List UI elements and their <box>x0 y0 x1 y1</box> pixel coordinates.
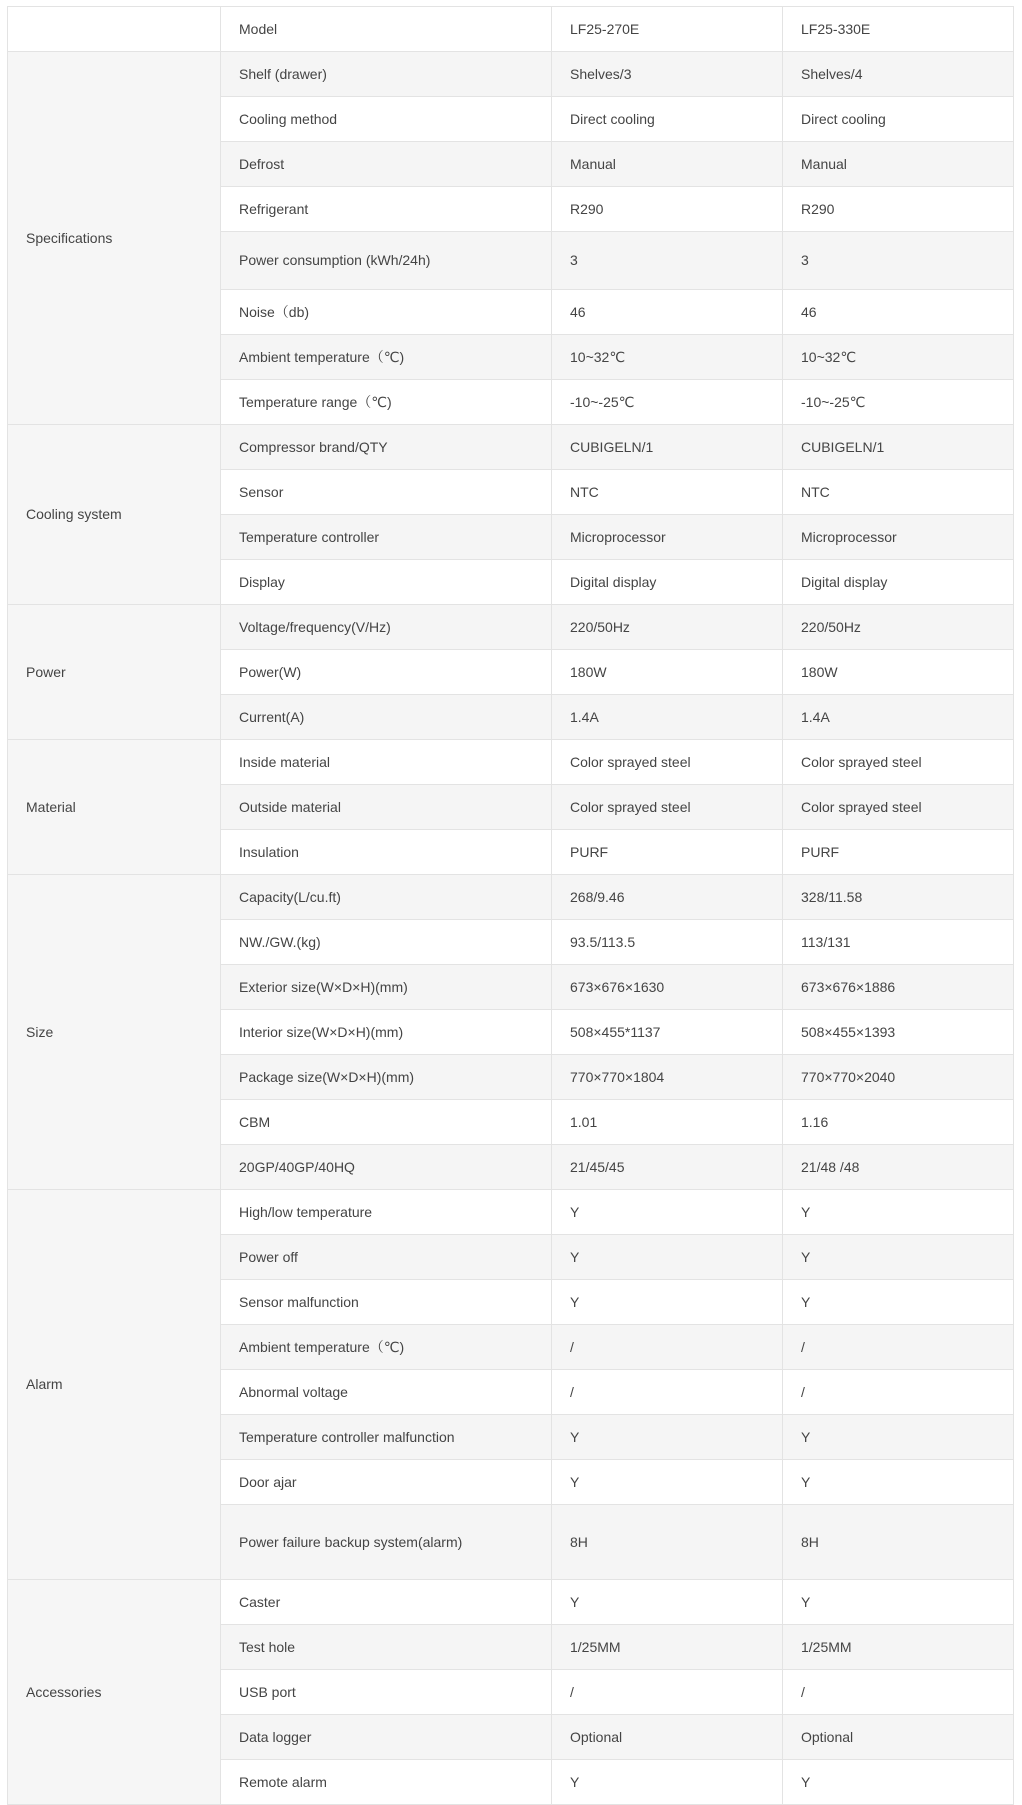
spec-value-cell-model-2: Manual <box>783 142 1014 187</box>
spec-value-cell-model-2: NTC <box>783 470 1014 515</box>
spec-value-cell-model-2: 328/11.58 <box>783 875 1014 920</box>
table-row <box>8 740 1014 785</box>
spec-value-cell-model-1: NTC <box>552 470 783 515</box>
spec-label-cell: Temperature controller <box>221 515 552 560</box>
spec-value-cell-model-1: / <box>552 1670 783 1715</box>
spec-value-cell-model-2: CUBIGELN/1 <box>783 425 1014 470</box>
group-label: Accessories <box>8 1580 221 1805</box>
spec-label-cell: Power(W) <box>221 650 552 695</box>
spec-value-cell-model-2: -10~-25℃ <box>783 380 1014 425</box>
spec-label-cell: Ambient temperature（℃) <box>221 1325 552 1370</box>
spec-label-cell: Voltage/frequency(V/Hz) <box>221 605 552 650</box>
table-row <box>8 425 1014 470</box>
spec-label-cell: Remote alarm <box>221 1760 552 1805</box>
spec-label-cell: Door ajar <box>221 1460 552 1505</box>
header-model-1: LF25-270E <box>552 7 783 52</box>
spec-label-cell: Cooling method <box>221 97 552 142</box>
spec-label-cell: Exterior size(W×D×H)(mm) <box>221 965 552 1010</box>
spec-value-cell-model-2: / <box>783 1670 1014 1715</box>
spec-value-cell-model-1: / <box>552 1370 783 1415</box>
spec-label-cell: Insulation <box>221 830 552 875</box>
spec-value-cell-model-2: 21/48 /48 <box>783 1145 1014 1190</box>
spec-value-cell-model-1: 180W <box>552 650 783 695</box>
spec-value-cell-model-1: Color sprayed steel <box>552 740 783 785</box>
spec-label-cell: Defrost <box>221 142 552 187</box>
spec-value-cell-model-2: Microprocessor <box>783 515 1014 560</box>
spec-value-cell-model-2: 220/50Hz <box>783 605 1014 650</box>
spec-value-cell-model-1: Optional <box>552 1715 783 1760</box>
spec-label-cell: Data logger <box>221 1715 552 1760</box>
spec-value-cell-model-1: Manual <box>552 142 783 187</box>
header-model-label: Model <box>221 7 552 52</box>
spec-label-cell: Inside material <box>221 740 552 785</box>
spec-label-cell: Current(A) <box>221 695 552 740</box>
spec-value-cell-model-2: Color sprayed steel <box>783 785 1014 830</box>
spec-value-cell-model-1: 1.4A <box>552 695 783 740</box>
group-label: Material <box>8 740 221 875</box>
spec-value-cell-model-2: Y <box>783 1460 1014 1505</box>
spec-label-cell: Caster <box>221 1580 552 1625</box>
table-row <box>8 1580 1014 1625</box>
spec-value-cell-model-1: CUBIGELN/1 <box>552 425 783 470</box>
spec-label-cell: Sensor malfunction <box>221 1280 552 1325</box>
spec-value-cell-model-1: 10~32℃ <box>552 335 783 380</box>
spec-value-cell-model-1: 268/9.46 <box>552 875 783 920</box>
table-row <box>8 605 1014 650</box>
table-row <box>8 875 1014 920</box>
spec-label-cell: Test hole <box>221 1625 552 1670</box>
spec-label-cell: Refrigerant <box>221 187 552 232</box>
spec-value-cell-model-1: Digital display <box>552 560 783 605</box>
spec-value-cell-model-2: Y <box>783 1235 1014 1280</box>
group-label: Size <box>8 875 221 1190</box>
spec-value-cell-model-1: 8H <box>552 1505 783 1580</box>
spec-value-cell-model-2: 1.16 <box>783 1100 1014 1145</box>
spec-value-cell-model-1: PURF <box>552 830 783 875</box>
spec-value-cell-model-2: / <box>783 1325 1014 1370</box>
table-row <box>8 52 1014 97</box>
spec-value-cell-model-1: Direct cooling <box>552 97 783 142</box>
spec-value-cell-model-2: Y <box>783 1760 1014 1805</box>
group-label: Cooling system <box>8 425 221 605</box>
spec-value-cell-model-2: R290 <box>783 187 1014 232</box>
spec-value-cell-model-2: 1/25MM <box>783 1625 1014 1670</box>
spec-value-cell-model-1: 46 <box>552 290 783 335</box>
header-group-cell <box>8 7 221 52</box>
spec-value-cell-model-2: Digital display <box>783 560 1014 605</box>
spec-value-cell-model-2: 113/131 <box>783 920 1014 965</box>
spec-value-cell-model-1: Y <box>552 1580 783 1625</box>
spec-value-cell-model-1: Y <box>552 1415 783 1460</box>
spec-label-cell: NW./GW.(kg) <box>221 920 552 965</box>
spec-value-cell-model-1: 3 <box>552 232 783 290</box>
spec-value-cell-model-1: 1.01 <box>552 1100 783 1145</box>
header-model-2: LF25-330E <box>783 7 1014 52</box>
spec-value-cell-model-1: Y <box>552 1235 783 1280</box>
spec-value-cell-model-1: 770×770×1804 <box>552 1055 783 1100</box>
spec-label-cell: USB port <box>221 1670 552 1715</box>
spec-label-cell: Display <box>221 560 552 605</box>
spec-value-cell-model-2: 10~32℃ <box>783 335 1014 380</box>
spec-label-cell: Compressor brand/QTY <box>221 425 552 470</box>
spec-label-cell: Temperature controller malfunction <box>221 1415 552 1460</box>
spec-value-cell-model-1: Shelves/3 <box>552 52 783 97</box>
group-label: Power <box>8 605 221 740</box>
spec-value-cell-model-1: 93.5/113.5 <box>552 920 783 965</box>
spec-value-cell-model-2: Optional <box>783 1715 1014 1760</box>
spec-value-cell-model-2: Y <box>783 1415 1014 1460</box>
group-label: Specifications <box>8 52 221 425</box>
spec-value-cell-model-2: Color sprayed steel <box>783 740 1014 785</box>
spec-value-cell-model-2: Shelves/4 <box>783 52 1014 97</box>
spec-value-cell-model-2: 46 <box>783 290 1014 335</box>
spec-value-cell-model-2: Y <box>783 1190 1014 1235</box>
spec-value-cell-model-1: -10~-25℃ <box>552 380 783 425</box>
spec-label-cell: Interior size(W×D×H)(mm) <box>221 1010 552 1055</box>
spec-value-cell-model-1: Y <box>552 1460 783 1505</box>
spec-label-cell: 20GP/40GP/40HQ <box>221 1145 552 1190</box>
spec-value-cell-model-2: 770×770×2040 <box>783 1055 1014 1100</box>
spec-label-cell: Outside material <box>221 785 552 830</box>
spec-label-cell: Power failure backup system(alarm) <box>221 1505 552 1580</box>
spec-table-wrapper <box>7 6 1013 1805</box>
spec-value-cell-model-1: R290 <box>552 187 783 232</box>
spec-value-cell-model-2: Y <box>783 1580 1014 1625</box>
spec-label-cell: CBM <box>221 1100 552 1145</box>
spec-value-cell-model-1: Color sprayed steel <box>552 785 783 830</box>
spec-value-cell-model-2: Direct cooling <box>783 97 1014 142</box>
spec-value-cell-model-2: Y <box>783 1280 1014 1325</box>
spec-label-cell: Power off <box>221 1235 552 1280</box>
spec-label-cell: Noise（db) <box>221 290 552 335</box>
spec-value-cell-model-1: Y <box>552 1760 783 1805</box>
spec-table-body <box>8 7 1014 1805</box>
spec-value-cell-model-1: Microprocessor <box>552 515 783 560</box>
group-label: Alarm <box>8 1190 221 1580</box>
spec-label-cell: High/low temperature <box>221 1190 552 1235</box>
spec-value-cell-model-2: PURF <box>783 830 1014 875</box>
spec-value-cell-model-1: 673×676×1630 <box>552 965 783 1010</box>
spec-label-cell: Sensor <box>221 470 552 515</box>
spec-value-cell-model-2: / <box>783 1370 1014 1415</box>
spec-label-cell: Temperature range（℃) <box>221 380 552 425</box>
spec-value-cell-model-1: / <box>552 1325 783 1370</box>
spec-value-cell-model-2: 8H <box>783 1505 1014 1580</box>
spec-label-cell: Capacity(L/cu.ft) <box>221 875 552 920</box>
spec-value-cell-model-2: 180W <box>783 650 1014 695</box>
spec-table <box>7 6 1014 1805</box>
spec-label-cell: Abnormal voltage <box>221 1370 552 1415</box>
header-row <box>8 7 1014 52</box>
spec-value-cell-model-2: 508×455×1393 <box>783 1010 1014 1055</box>
spec-value-cell-model-2: 3 <box>783 232 1014 290</box>
spec-value-cell-model-1: 1/25MM <box>552 1625 783 1670</box>
spec-value-cell-model-1: 21/45/45 <box>552 1145 783 1190</box>
spec-label-cell: Package size(W×D×H)(mm) <box>221 1055 552 1100</box>
spec-value-cell-model-1: 508×455*1137 <box>552 1010 783 1055</box>
spec-label-cell: Shelf (drawer) <box>221 52 552 97</box>
spec-value-cell-model-1: Y <box>552 1280 783 1325</box>
spec-value-cell-model-1: 220/50Hz <box>552 605 783 650</box>
spec-value-cell-model-2: 673×676×1886 <box>783 965 1014 1010</box>
table-row <box>8 1190 1014 1235</box>
spec-label-cell: Power consumption (kWh/24h) <box>221 232 552 290</box>
spec-value-cell-model-2: 1.4A <box>783 695 1014 740</box>
spec-value-cell-model-1: Y <box>552 1190 783 1235</box>
spec-label-cell: Ambient temperature（℃) <box>221 335 552 380</box>
